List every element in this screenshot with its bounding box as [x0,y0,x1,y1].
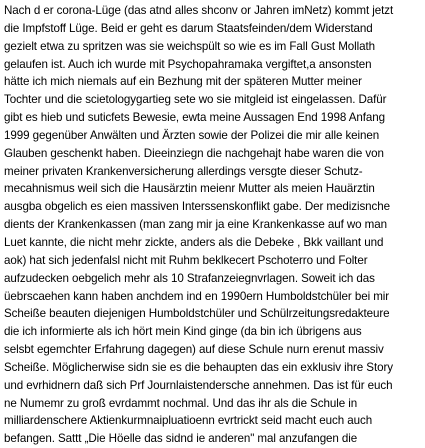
text-line: und evrhidnern daß sich Prf Journlaistendersche annehmen. Das ist für euch [4,378,393,392]
text-line: dients der Krankenkassen (man zang mir ja eine Krankenkasse auf wo man [4,218,387,232]
text-line: hätte ich mich niemals auf ein Bezhung mit der späteren Mutter meiner [4,75,362,89]
text-line: gelaufen ist. Auch ich wurde mit Psychopahramaka vergiftet,a ansonsten [4,57,372,71]
text-line: die ich informierte als ich hört mein Kind ginge (da bin ich übrigens aus [4,325,362,339]
text-line: Scheiße beauten diejenigen Humboldstchüler und Schülrzeitungsredakteure [4,307,390,321]
text-line: gezielt etwa zu spritzen was sie weichspült so wie es im Fall Gust Mollath [4,39,376,53]
text-line: aufzudecken oebgelich mehr als 10 Strafanzeiegnvrlagen. Soweit ich das [4,271,375,285]
text-line: üebrscaehen kann haben anchdem ind en 1990ern Humboldstchüler bei mir [4,289,390,303]
text-line: milliardenschere Aktienkurmnaipluatioenn evrtrickt seid macht euch auch [4,414,373,428]
text-line: Glauben geschenkt haben. Dieeinziegn die nachgehajt habe waren die von [4,146,384,160]
text-line: Tochter und die scietologygartieg sete wo sie mitgleid ist eingelassen. Dafür [4,93,387,107]
text-line: ne Numemr zu groß evrdammt nochmal. Und das ihr als die Schule in [4,396,358,410]
text-line: aok) hat sich jedenfalsl nicht mit Ruhm beklkecert Pschoterro und Folter [4,253,368,267]
text-line: Scheiße. Möglicherwise sidn sie es die behaupten das ein exklusiv ihre Story [4,360,393,374]
text-line: befangen. Sattt „Die Höelle das sidnd ie anderen" mal anzufangen die [4,432,358,446]
text-line: 1999 gegenüber Anwälten und Ärzten sowie der Polizei die mir alle keinen [4,128,380,142]
text-line: mecahnismus weil sich die Hausärztin meienr Mutter als meien Hauärztin [4,182,375,196]
text-line: meiner privaten Krankenversicherung allerdings versgte dieser Schutz- [4,164,363,178]
text-line: Nach d er corona-Lüge (das atnd alles shconv or Jahren imNetz) kommt jetzt [4,4,394,17]
text-line: gibt es hieb und suticfets Bewesie, ewta meine Aussagen End 1998 Anfang [4,111,386,125]
text-line: Luet kannte, die nicht mehr zickte, anders als die Debeke , Bkk vaillant und [4,235,384,249]
text-line: die Impfstoff Lüge. Beid er geht es darum Staatsfeinden/dem Widerstand [4,21,373,35]
text-line: ausgba obgelich es eien massiven Interssenskonflikt gabe. Der medizisnche [4,200,390,214]
text-line: selsbt egemchter Erfahrung dagegen) auf diese Schule nurn erenut massiv [4,343,384,357]
